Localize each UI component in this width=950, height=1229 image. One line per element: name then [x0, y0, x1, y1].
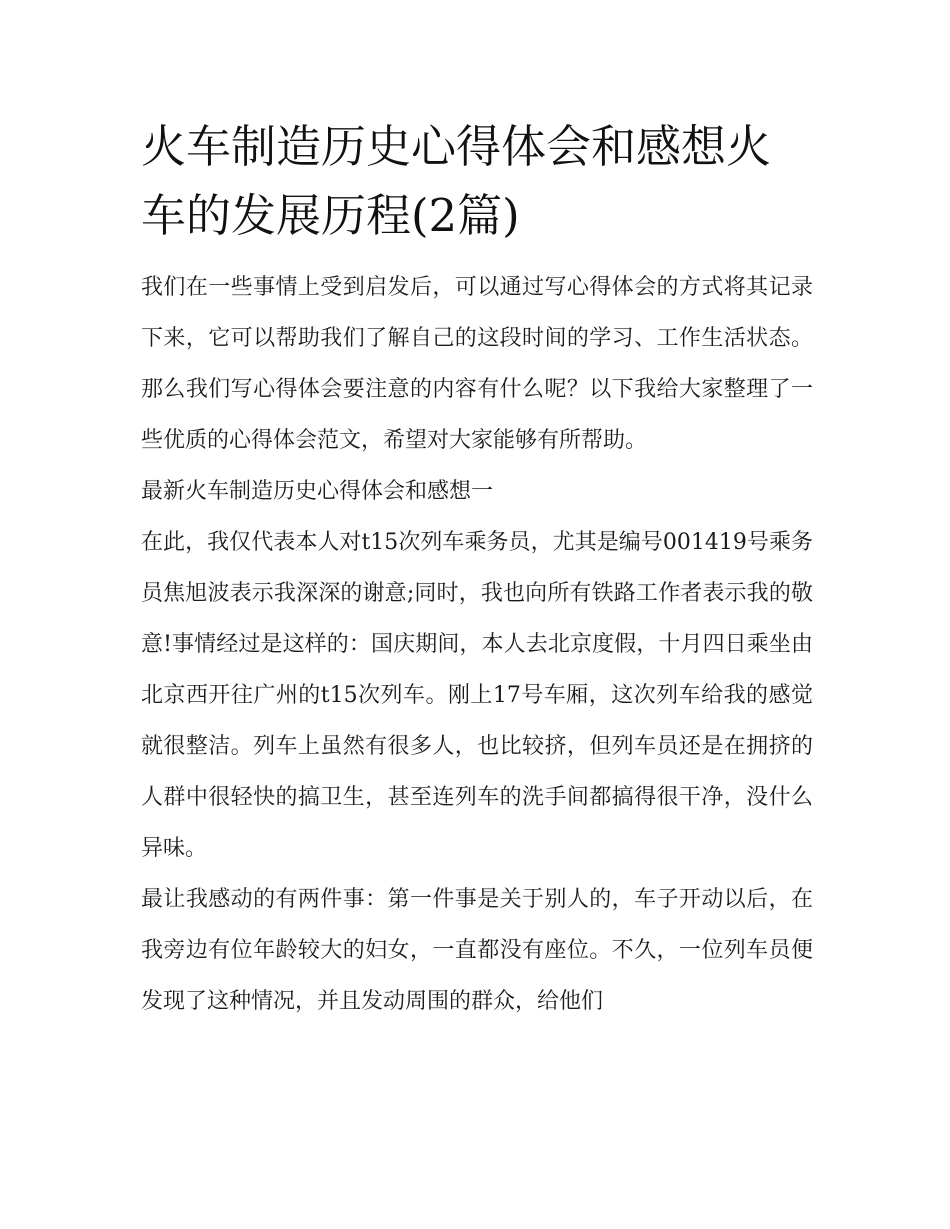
body-paragraph: 最让我感动的有两件事：第一件事是关于别人的，车子开动以后，在我旁边有位年龄较大的妇女，一直都没有座位。不久，一位列车员便发现了这种情况，并且发动周围的群众，给他们 — [141, 887, 813, 1014]
intro-paragraph: 我们在一些事情上受到启发后，可以通过写心得体会的方式将其记录下来，它可以帮助我们了解自己的这段时间的学习、工作生活状态。那么我们写心得体会要注意的内容有什么呢？以下我给大家整理了一些优质的心得体会范文，希望对大家能够有所帮助。 — [141, 275, 813, 453]
document-title: 火车制造历史心得体会和感想火车的发展历程(2篇) — [141, 120, 772, 242]
section-heading: 最新火车制造历史心得体会和感想一 — [141, 479, 494, 504]
document-content — [141, 112, 813, 1027]
body-paragraph: 在此，我仅代表本人对t15次列车乘务员，尤其是编号001419号乘务员焦旭波表示我深深的谢意;同时，我也向所有铁路工作者表示我的敬意!事情经过是这样的：国庆期间，本人去北京度假，十月四日乘坐由北京西开往广州的t15次列车。刚上17号车厢，这次列车给我的感觉就很整洁。列车上虽然有很多人，也比较挤，但列车员还是在拥挤的人群中很轻快的搞卫生，甚至连列车的洗手间都搞得很干净，没什么异味。 — [141, 530, 813, 861]
